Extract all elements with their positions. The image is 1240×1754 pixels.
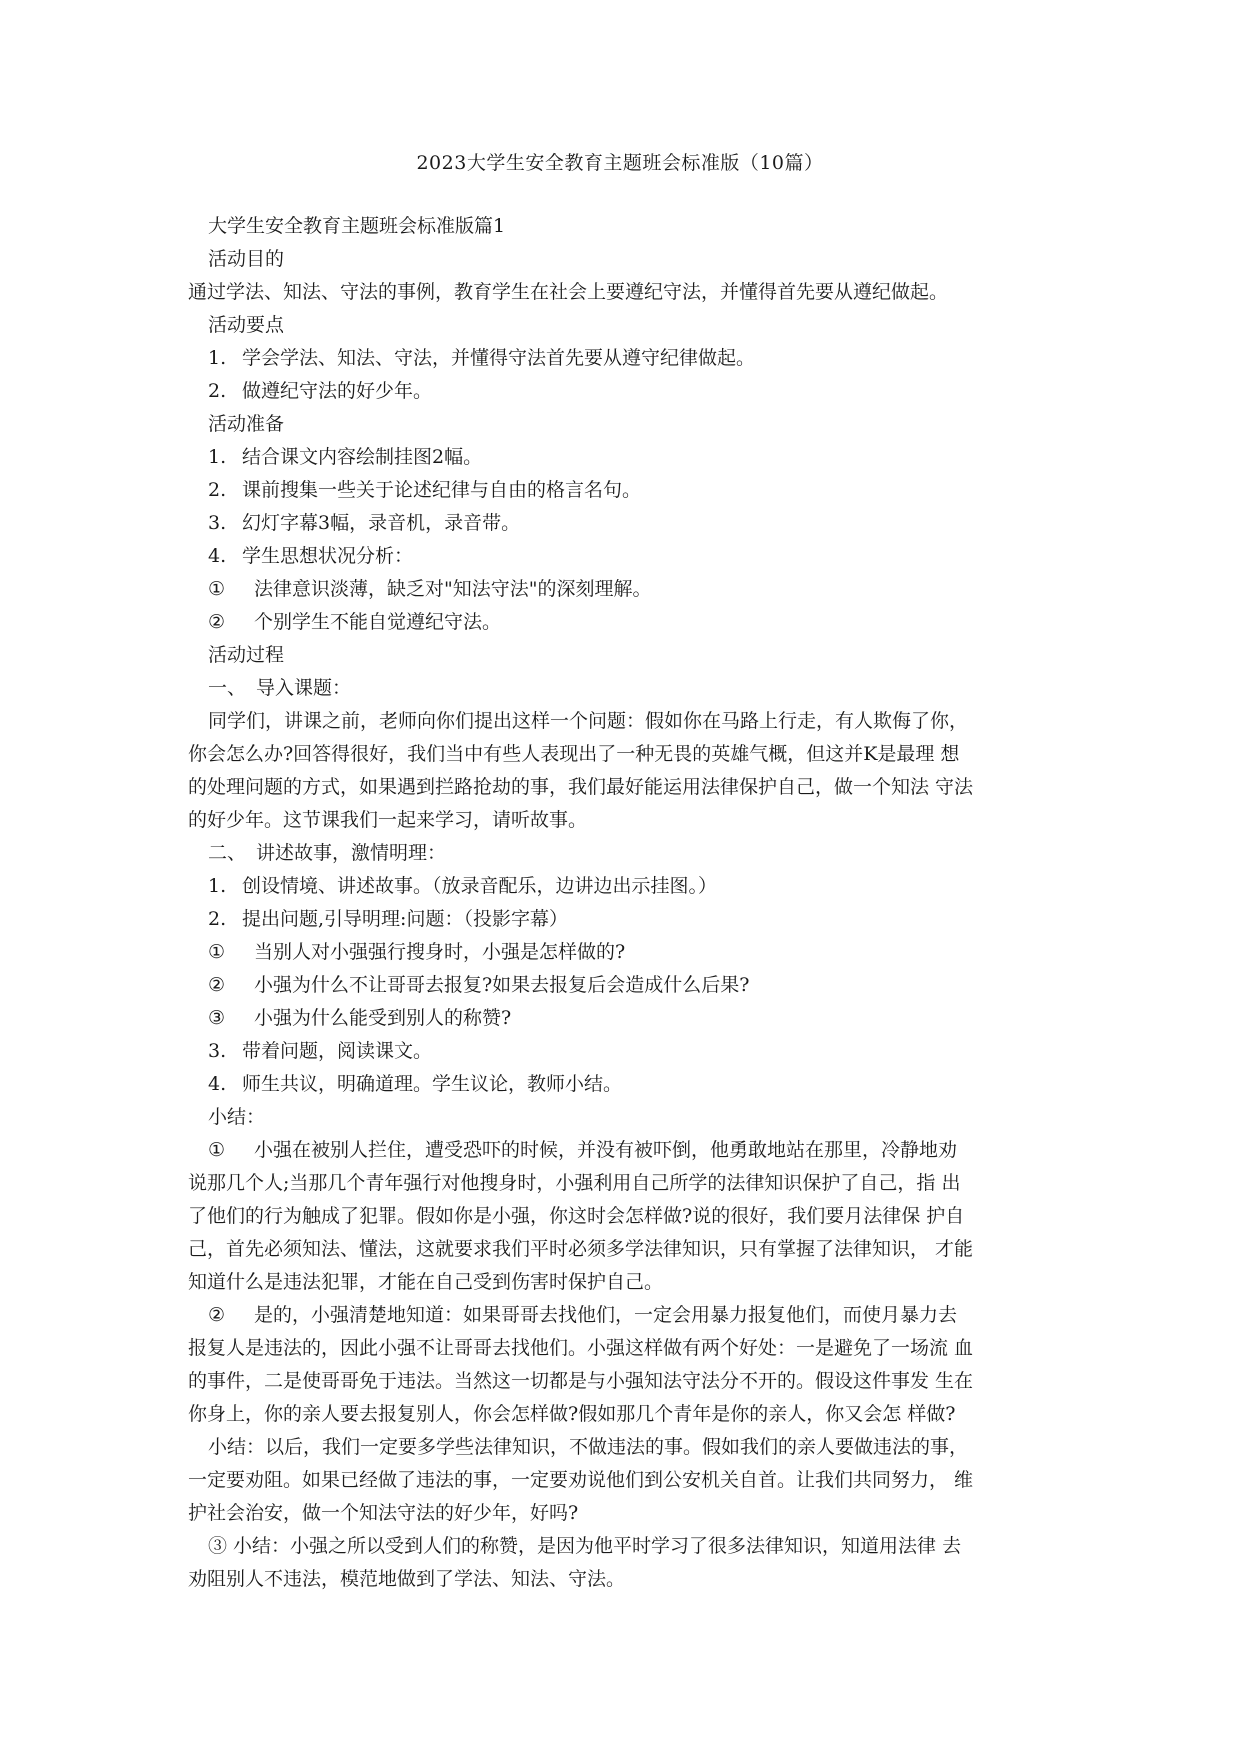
text-line bbox=[188, 243, 1058, 276]
list-marker: 1. bbox=[208, 347, 227, 369]
text-line bbox=[188, 1134, 1058, 1167]
line-text: 课前搜集一些关于论述纪律与自由的格言名句。 bbox=[242, 479, 642, 501]
line-text: 你身上，你的亲人要去报复别人，你会怎样做?假如那几个青年是你的亲人，你又会怎 样做? bbox=[188, 1403, 956, 1425]
text-line bbox=[188, 540, 1058, 573]
text-line bbox=[188, 1398, 1058, 1431]
line-text: 活动准备 bbox=[208, 413, 285, 435]
text-line bbox=[188, 1332, 1058, 1365]
text-line bbox=[188, 573, 1058, 606]
line-text: 讲述故事，激情明理： bbox=[256, 842, 447, 864]
line-text: 报复人是违法的，因此小强不让哥哥去找他们。小强这样做有两个好处：一是避免了一场流 血 bbox=[188, 1337, 974, 1359]
text-line bbox=[188, 1563, 1058, 1596]
line-text: ③ 小结：小强之所以受到人们的称赞，是因为他平时学习了很多法律知识，知道用法律 去 bbox=[208, 1535, 962, 1557]
text-line bbox=[188, 672, 1058, 705]
line-text: 的事件，二是使哥哥免于违法。当然这一切都是与小强知法守法分不开的。假设这件事发 生在 bbox=[188, 1370, 974, 1392]
text-line bbox=[188, 1002, 1058, 1035]
list-marker: 1. bbox=[208, 446, 227, 468]
list-marker: 3. bbox=[208, 1040, 227, 1062]
list-marker: ② bbox=[208, 1304, 226, 1326]
text-line bbox=[188, 474, 1058, 507]
line-text: 学会学法、知法、守法，并懂得守法首先要从遵守纪律做起。 bbox=[242, 347, 756, 369]
list-marker: ① bbox=[208, 1139, 226, 1161]
text-line bbox=[188, 606, 1058, 639]
line-text: 大学生安全教育主题班会标准版篇1 bbox=[208, 215, 506, 237]
line-text: 劝阻别人不违法，模范地做到了学法、知法、守法。 bbox=[188, 1568, 626, 1590]
list-marker: 1. bbox=[208, 875, 227, 897]
text-line bbox=[188, 969, 1058, 1002]
line-text: 活动要点 bbox=[208, 314, 285, 336]
line-text: 小结：以后，我们一定要多学些法律知识，不做违法的事。假如我们的亲人要做违法的事， bbox=[208, 1436, 969, 1458]
text-line bbox=[188, 1464, 1058, 1497]
line-text: 创设情境、讲述故事。（放录音配乐，边讲边出示挂图。） bbox=[242, 875, 718, 897]
line-text: 法律意识淡薄，缺乏对"知法守法"的深刻理解。 bbox=[254, 578, 652, 600]
line-text: 说那几个人;当那几个青年强行对他搜身时，小强利用自己所学的法律知识保护了自己，指 出 bbox=[188, 1172, 961, 1194]
text-line bbox=[188, 276, 1058, 309]
text-line bbox=[188, 1266, 1058, 1299]
text-line bbox=[188, 210, 1058, 243]
text-line bbox=[188, 507, 1058, 540]
document-title: 2023大学生安全教育主题班会标准版（10篇） bbox=[416, 152, 824, 174]
line-text: 知道什么是违法犯罪，才能在自己受到伤害时保护自己。 bbox=[188, 1271, 664, 1293]
text-line bbox=[188, 1365, 1058, 1398]
line-text: 导入课题： bbox=[256, 677, 352, 699]
text-line bbox=[188, 1233, 1058, 1266]
text-line bbox=[188, 837, 1058, 870]
list-marker: 4. bbox=[208, 1073, 227, 1095]
text-line bbox=[188, 903, 1058, 936]
text-line bbox=[188, 309, 1058, 342]
text-line bbox=[188, 1530, 1058, 1563]
text-line bbox=[188, 1068, 1058, 1101]
text-line bbox=[188, 639, 1058, 672]
line-text: 小强为什么能受到别人的称赞? bbox=[254, 1007, 512, 1029]
line-text: 你会怎么办?回答得很好，我们当中有些人表现出了一种无畏的英雄气概，但这并K是最理 想 bbox=[188, 743, 960, 765]
text-line bbox=[188, 342, 1058, 375]
line-text: 是的，小强清楚地知道：如果哥哥去找他们，一定会用暴力报复他们，而使月暴力去 bbox=[254, 1304, 958, 1326]
text-line bbox=[188, 705, 1058, 738]
document-body bbox=[188, 210, 1058, 1596]
text-line bbox=[188, 1497, 1058, 1530]
line-text: 通过学法、知法、守法的事例，教育学生在社会上要遵纪守法，并懂得首先要从遵纪做起。 bbox=[188, 281, 949, 303]
text-line bbox=[188, 804, 1058, 837]
text-line bbox=[188, 870, 1058, 903]
line-text: 幻灯字幕3幅，录音机，录音带。 bbox=[242, 512, 521, 534]
list-marker: ③ bbox=[208, 1007, 226, 1029]
line-text: 活动目的 bbox=[208, 248, 285, 270]
list-marker: 2. bbox=[208, 908, 227, 930]
text-line bbox=[188, 1431, 1058, 1464]
line-text: 做遵纪守法的好少年。 bbox=[242, 380, 433, 402]
line-text: 带着问题，阅读课文。 bbox=[242, 1040, 433, 1062]
text-line bbox=[188, 936, 1058, 969]
text-line bbox=[188, 738, 1058, 771]
text-line bbox=[188, 1167, 1058, 1200]
list-marker: 二、 bbox=[208, 842, 247, 864]
line-text: 学生思想状况分析： bbox=[242, 545, 414, 567]
text-line bbox=[188, 441, 1058, 474]
list-marker: ① bbox=[208, 578, 226, 600]
list-marker: 4. bbox=[208, 545, 227, 567]
line-text: 结合课文内容绘制挂图2幅。 bbox=[242, 446, 483, 468]
text-line bbox=[188, 375, 1058, 408]
line-text: 个别学生不能自觉遵纪守法。 bbox=[254, 611, 502, 633]
text-line bbox=[188, 1035, 1058, 1068]
line-text: 提出问题,引导明理:问题：（投影字幕） bbox=[242, 908, 568, 930]
line-text: 同学们，讲课之前，老师向你们提出这样一个问题：假如你在马路上行走，有人欺侮了你， bbox=[208, 710, 969, 732]
line-text: 了他们的行为触成了犯罪。假如你是小强，你这时会怎样做?说的很好，我们要月法律保 护自 bbox=[188, 1205, 965, 1227]
list-marker: 2. bbox=[208, 380, 227, 402]
list-marker: 一、 bbox=[208, 677, 247, 699]
line-text: 小强为什么不让哥哥去报复?如果去报复后会造成什么后果? bbox=[254, 974, 750, 996]
line-text: 师生共议，明确道理。学生议论，教师小结。 bbox=[242, 1073, 623, 1095]
line-text: 一定要劝阻。如果已经做了违法的事，一定要劝说他们到公安机关自首。让我们共同努力， 维 bbox=[188, 1469, 974, 1491]
text-line bbox=[188, 1200, 1058, 1233]
list-marker: 3. bbox=[208, 512, 227, 534]
text-line bbox=[188, 1299, 1058, 1332]
line-text: 护社会治安，做一个知法守法的好少年，好吗? bbox=[188, 1502, 579, 1524]
list-marker: 2. bbox=[208, 479, 227, 501]
list-marker: ① bbox=[208, 941, 226, 963]
line-text: 活动过程 bbox=[208, 644, 285, 666]
text-line bbox=[188, 1101, 1058, 1134]
line-text: 己，首先必须知法、懂法，这就要求我们平时必须多学法律知识，只有掌握了法律知识， 才能 bbox=[188, 1238, 974, 1260]
list-marker: ② bbox=[208, 974, 226, 996]
line-text: 小强在被别人拦住，遭受恐吓的时候，并没有被吓倒，他勇敢地站在那里，冷静地劝 bbox=[254, 1139, 958, 1161]
list-marker: ② bbox=[208, 611, 226, 633]
line-text: 小结： bbox=[208, 1106, 266, 1128]
text-line bbox=[188, 408, 1058, 441]
line-text: 的好少年。这节课我们一起来学习，请听故事。 bbox=[188, 809, 588, 831]
line-text: 当别人对小强强行搜身时，小强是怎样做的? bbox=[254, 941, 626, 963]
line-text: 的处理问题的方式，如果遇到拦路抢劫的事，我们最好能运用法律保护自己，做一个知法 守法 bbox=[188, 776, 974, 798]
text-line bbox=[188, 771, 1058, 804]
